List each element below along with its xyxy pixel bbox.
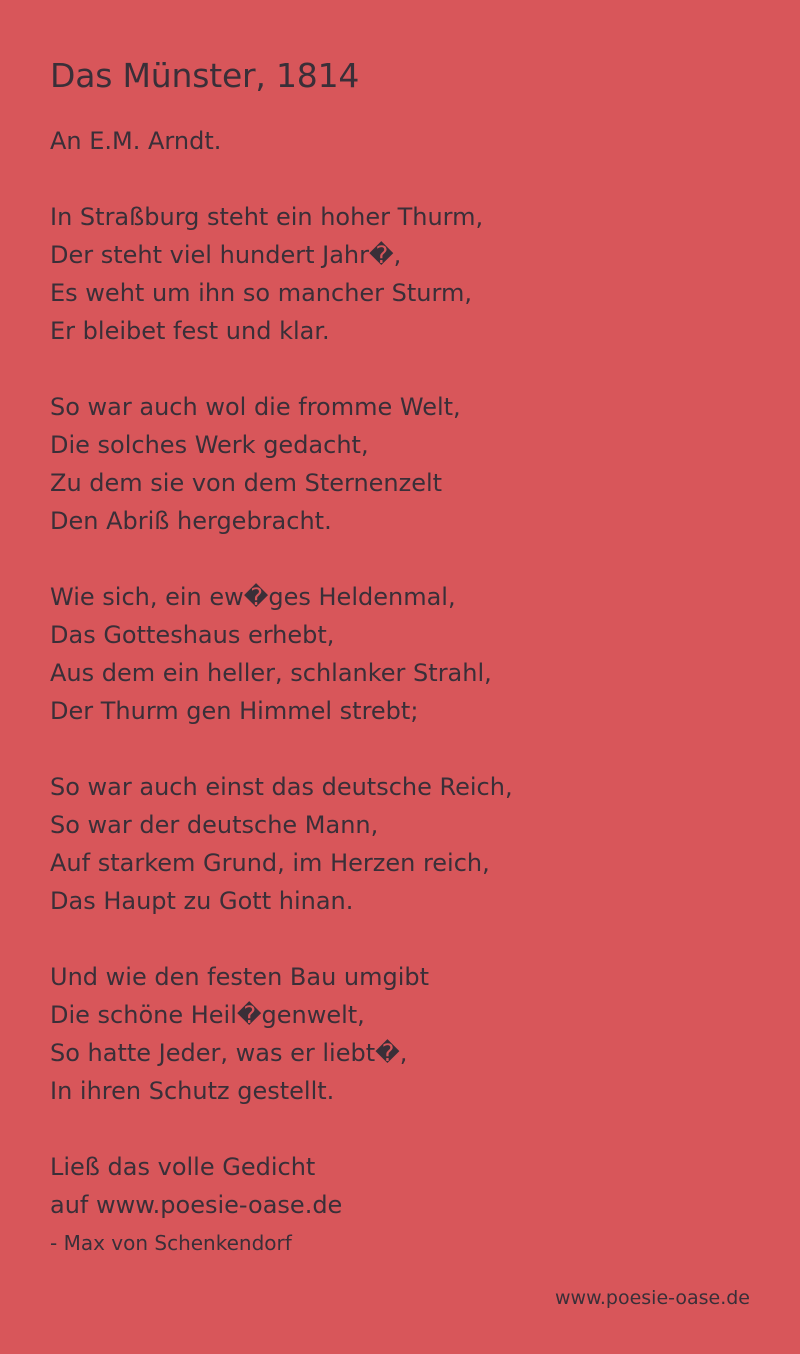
poem-dedication: An E.M. Arndt. — [50, 127, 222, 155]
stanza-line: Der steht viel hundert Jahr�, — [50, 241, 402, 269]
stanza-line: Er bleibet fest und klar. — [50, 317, 330, 345]
stanza-line: Und wie den festen Bau umgibt — [50, 963, 430, 991]
stanza-line: Den Abriß hergebracht. — [50, 507, 332, 535]
stanza-2 — [50, 388, 750, 540]
footer-website-url: www.poesie-oase.de — [554, 1287, 750, 1309]
stanza-line: Die solches Werk gedacht, — [50, 431, 369, 459]
stanza-line: In Straßburg steht ein hoher Thurm, — [50, 203, 484, 231]
stanza-line: Aus dem ein heller, schlanker Strahl, — [50, 659, 492, 687]
stanza-3 — [50, 578, 750, 730]
cta-line: Ließ das volle Gedicht — [50, 1153, 316, 1181]
stanza-line: Auf starkem Grund, im Herzen reich, — [50, 849, 490, 877]
read-full-poem-note — [50, 1148, 750, 1224]
stanza-5 — [50, 958, 750, 1110]
stanza-line: Die schöne Heil�genwelt, — [50, 1001, 365, 1029]
stanza-1 — [50, 198, 750, 350]
stanza-line: Es weht um ihn so mancher Sturm, — [50, 279, 472, 307]
stanza-line: So hatte Jeder, was er liebt�, — [50, 1039, 408, 1067]
stanza-line: So war der deutsche Mann, — [50, 811, 379, 839]
stanza-line: So war auch einst das deutsche Reich, — [50, 773, 513, 801]
poem-title: Das Münster, 1814 — [50, 56, 360, 95]
poem-author: - Max von Schenkendorf — [50, 1231, 292, 1255]
stanza-4 — [50, 768, 750, 920]
stanza-line: Der Thurm gen Himmel strebt; — [50, 697, 419, 725]
stanza-line: In ihren Schutz gestellt. — [50, 1077, 335, 1105]
stanza-line: So war auch wol die fromme Welt, — [50, 393, 461, 421]
poem-card — [50, 52, 750, 1258]
cta-url-line: auf www.poesie-oase.de — [50, 1191, 343, 1219]
stanza-line: Zu dem sie von dem Sternenzelt — [50, 469, 443, 497]
stanza-line: Das Haupt zu Gott hinan. — [50, 887, 354, 915]
stanza-line: Wie sich, ein ew�ges Heldenmal, — [50, 583, 456, 611]
stanza-line: Das Gotteshaus erhebt, — [50, 621, 335, 649]
